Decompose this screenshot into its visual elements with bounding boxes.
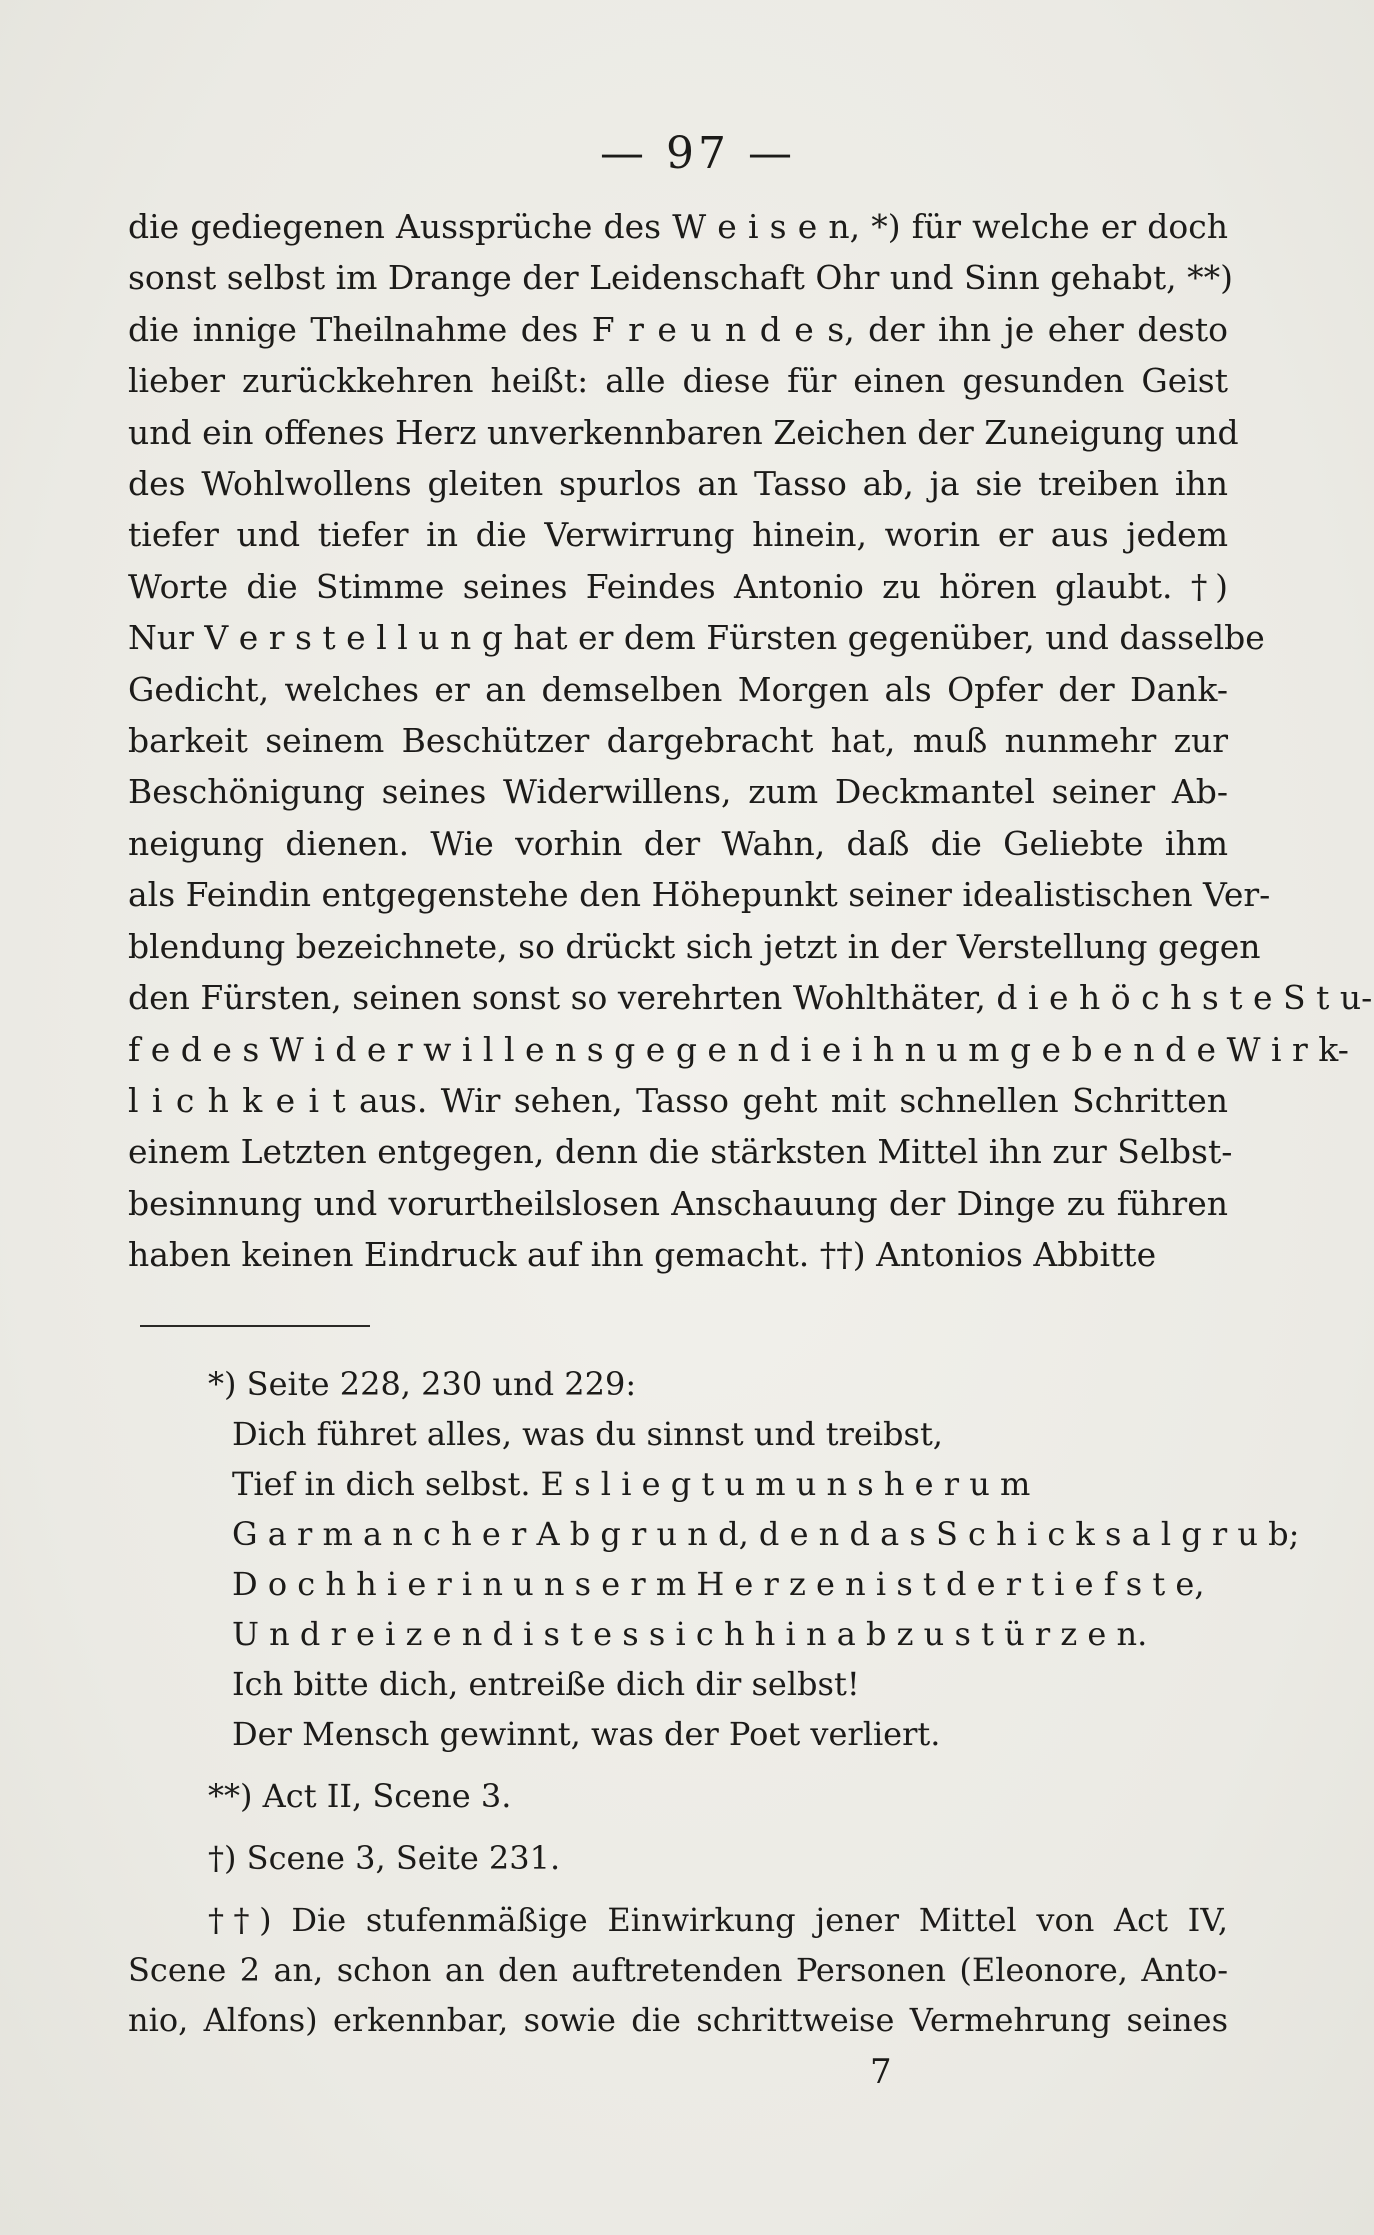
text-line: besinnung und vorurtheilslosen Anschauung der Dinge zu führen bbox=[128, 1183, 1228, 1223]
text-line: f e d e s W i d e r w i l l e n s g e g e n d i e i h n u m g e b e n d e W i r k- bbox=[128, 1029, 1349, 1069]
footnote-2: **) Act II, Scene 3. bbox=[208, 1776, 512, 1815]
text-line: Gedicht, welches er an demselben Morgen als Opfer der Dank- bbox=[128, 669, 1228, 709]
footnote-4-line: nio, Alfons) erkennbar, sowie die schrittweise Vermehrung seines bbox=[128, 2000, 1228, 2039]
text-line: Worte die Stimme seines Feindes Antonio zu hören glaubt. †) bbox=[128, 566, 1228, 606]
text-line: des Wohlwollens gleiten spurlos an Tasso ab, ja sie treiben ihn bbox=[128, 464, 1228, 504]
main-text bbox=[128, 201, 1373, 1281]
text-line: neigung dienen. Wie vorhin der Wahn, daß die Geliebte ihm bbox=[128, 823, 1228, 863]
footnote-3: †) Scene 3, Seite 231. bbox=[208, 1838, 561, 1877]
footnote-4-line: ††) Die stufenmäßige Einwirkung jener Mittel von Act IV, bbox=[208, 1900, 1228, 1939]
text-line: tiefer und tiefer in die Verwirrung hinein, worin er aus jedem bbox=[128, 515, 1228, 555]
footnote-1-verse-line: Dich führet alles, was du sinnst und treibst, bbox=[232, 1414, 943, 1453]
text-line: l i c h k e i t aus. Wir sehen, Tasso geht mit schnellen Schritten bbox=[128, 1080, 1228, 1120]
text-line: blendung bezeichnete, so drückt sich jetzt in der Verstellung gegen bbox=[128, 926, 1261, 966]
footnote-1-verse-line: G a r m a n c h e r A b g r u n d, d e n d a s S c h i c k s a l g r u b; bbox=[232, 1514, 1300, 1553]
footnotes bbox=[128, 1359, 1300, 2045]
footnote-1-reference: *) Seite 228, 230 und 229: bbox=[208, 1364, 637, 1403]
text-line: einem Letzten entgegen, denn die stärksten Mittel ihn zur Selbst- bbox=[128, 1132, 1233, 1172]
text-line: Beschönigung seines Widerwillens, zum Deckmantel seiner Ab- bbox=[128, 772, 1228, 812]
signature-mark: 7 bbox=[870, 2052, 892, 2092]
text-line: lieber zurückkehren heißt: alle diese für einen gesunden Geist bbox=[128, 361, 1228, 401]
footnote-1-verse-line: Tief in dich selbst. E s l i e g t u m u n s h e r u m bbox=[232, 1464, 1031, 1503]
text-line: die innige Theilnahme des F r e u n d e s, der ihn je eher desto bbox=[128, 309, 1228, 349]
text-line: haben keinen Eindruck auf ihn gemacht. ††) Antonios Abbitte bbox=[128, 1235, 1157, 1275]
text-line: Nur V e r s t e l l u n g hat er dem Fürsten gegenüber, und dasselbe bbox=[128, 618, 1265, 658]
footnote-1-verse-line: U n d r e i z e n d i s t e s s i c h h i n a b z u s t ü r z e n. bbox=[232, 1614, 1148, 1653]
footnote-1-verse-line: Ich bitte dich, entreiße dich dir selbst! bbox=[232, 1664, 860, 1703]
text-line: sonst selbst im Drange der Leidenschaft Ohr und Sinn gehabt, **) bbox=[128, 258, 1234, 298]
footnote-1-verse-line: Der Mensch gewinnt, was der Poet verliert. bbox=[232, 1714, 941, 1753]
text-line: als Feindin entgegenstehe den Höhepunkt seiner idealistischen Ver- bbox=[128, 875, 1271, 915]
footnote-divider bbox=[140, 1325, 370, 1327]
text-line: und ein offenes Herz unverkennbaren Zeichen der Zuneigung und bbox=[128, 412, 1239, 452]
footnote-4-line: Scene 2 an, schon an den auftretenden Personen (Eleonore, Anto- bbox=[128, 1950, 1228, 1989]
text-line: die gediegenen Aussprüche des W e i s e n, *) für welche er doch bbox=[128, 207, 1228, 246]
footnote-1-verse-line: D o c h h i e r i n u n s e r m H e r z e n i s t d e r t i e f s t e, bbox=[232, 1564, 1205, 1603]
page-number: — 97 — bbox=[600, 128, 796, 179]
text-line: barkeit seinem Beschützer dargebracht hat, muß nunmehr zur bbox=[128, 721, 1228, 761]
text-line: den Fürsten, seinen sonst so verehrten Wohlthäter, d i e h ö c h s t e S t u- bbox=[128, 978, 1373, 1018]
